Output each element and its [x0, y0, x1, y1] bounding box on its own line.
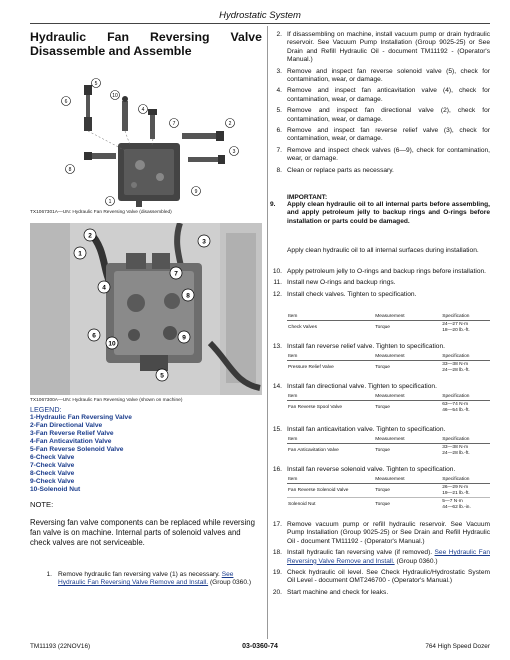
remove-install-link[interactable]: See Hydraulic Fan Reversing Valve Remove and Install.	[58, 571, 234, 587]
spec-value-metric: 24—27 N·m	[442, 322, 469, 327]
footer-machine-model: 764 High Speed Dozer	[425, 643, 490, 650]
spec-item: Check Valves	[288, 324, 317, 330]
callout-label: 5	[94, 81, 98, 87]
callout-label: 3	[202, 238, 206, 246]
callout-label: 9	[182, 334, 186, 342]
spec-col-specification: Specification	[441, 477, 490, 484]
step-17	[270, 521, 490, 546]
step-number: 1.	[46, 571, 52, 578]
step-20	[270, 589, 490, 597]
step-15	[270, 426, 490, 434]
step-number: 5.	[276, 107, 282, 115]
callout-label: 10	[108, 340, 116, 348]
title-word: Hydraulic	[30, 30, 87, 44]
title-word: Valve	[230, 30, 262, 44]
step-text: Install fan directional valve. Tighten to specification.	[287, 383, 437, 390]
step-number: 16.	[272, 466, 282, 473]
callout-label: 9	[194, 189, 198, 195]
step-12	[270, 291, 490, 299]
spec-col-measurement: Measurement	[374, 314, 441, 321]
spec-measurement: Torque	[375, 501, 390, 507]
spec-value-metric: 5—7 N·m	[442, 499, 463, 505]
callout-badge	[139, 105, 148, 114]
callout-badge	[62, 97, 71, 106]
remove-install-link[interactable]: See Hydraulic Fan Reversing Valve Remove and Install.	[287, 549, 490, 565]
step-number: 3.	[276, 67, 282, 75]
step-5	[270, 107, 490, 124]
spec-value-imperial: 18—20 lb.-ft.	[442, 327, 470, 333]
callout-badge	[156, 369, 168, 381]
step-number: 7.	[276, 146, 282, 154]
spec-item: Fan Anticavitation Valve	[288, 447, 339, 453]
step-18	[270, 549, 490, 566]
callout-label: 8	[68, 167, 72, 173]
spec-value-imperial: 24—28 lb.-ft.	[442, 367, 470, 373]
callout-label: 2	[88, 232, 92, 240]
callout-badge	[226, 119, 235, 128]
callout-label: 7	[174, 270, 178, 278]
legend	[30, 406, 262, 494]
step-11	[270, 279, 490, 287]
step-text: Apply petroleum jelly to O-rings and backup rings before installation.	[287, 268, 487, 275]
legend-item: 6-Check Valve	[30, 454, 75, 461]
spec-table-check-valves	[287, 314, 490, 334]
steps-2-to-8	[270, 31, 490, 175]
spec-col-measurement: Measurement	[374, 437, 441, 444]
step-text: Install fan reverse relief valve. Tighten to specification.	[287, 343, 445, 350]
title-word: Fan	[107, 30, 129, 44]
step-text: Remove and inspect fan reverse relief valve (3), check for contamination, wear, or damage.	[287, 127, 490, 143]
step-number: 2.	[276, 31, 282, 38]
step-number: 8.	[276, 166, 282, 174]
step-number: 9.	[270, 201, 276, 208]
legend-item: 1-Hydraulic Fan Reversing Valve	[30, 414, 132, 421]
step-number: 13.	[272, 343, 282, 350]
spec-item: Pressure Relief Valve	[288, 364, 334, 370]
spec-col-item: Item	[287, 477, 374, 484]
step-15-block	[270, 426, 490, 434]
step-text: Start machine and check for leaks.	[287, 588, 389, 596]
step-10	[270, 268, 490, 276]
spec-item: Solenoid Nut	[288, 501, 316, 507]
important-text: Apply clean hydraulic oil to all internal parts before assembling, and apply petroleum jelly to backup rings and O-rings before installation or parts could be damaged.	[287, 201, 490, 225]
spec-value-imperial: 19—21 lb.-ft.	[442, 490, 470, 496]
page-header: Hydrostatic System	[30, 10, 490, 24]
spec-item: Fan Reverse Spool Valve	[288, 404, 343, 410]
step-14	[270, 383, 490, 391]
spec-item: Fan Reverse Solenoid Valve	[287, 484, 374, 498]
step-19	[270, 569, 490, 586]
steps-17-to-20	[270, 521, 490, 597]
spec-value-metric: 33—38 N·m	[442, 362, 469, 367]
spec-col-measurement: Measurement	[374, 354, 441, 361]
spec-col-specification: Specification	[441, 394, 490, 401]
step-number: 20.	[272, 588, 282, 596]
callout-label: 1	[78, 250, 82, 258]
spec-measurement: Torque	[375, 447, 390, 453]
spec-measurement: Torque	[375, 404, 390, 410]
step-number: 6.	[276, 127, 282, 135]
spec-col-item: Item	[287, 314, 374, 321]
step-text: Remove hydraulic fan reversing valve (1) as necessary.	[58, 571, 222, 578]
callout-label: 10	[112, 93, 118, 99]
legend-item: 8-Check Valve	[30, 470, 75, 477]
callout-label: 4	[102, 284, 106, 292]
callout-badge	[192, 187, 201, 196]
callout-badge	[88, 329, 100, 341]
apply-oil-note	[270, 247, 490, 255]
step-text: Remove and inspect fan reverse solenoid valve (5), check for contamination, wear, or damage.	[287, 67, 490, 84]
spec-col-specification: Specification	[441, 314, 490, 321]
callout-label: 3	[232, 149, 236, 155]
step-number: 19.	[272, 569, 282, 577]
step-16-block	[270, 466, 490, 474]
spec-table-relief-valve	[287, 354, 490, 374]
steps-10-to-12	[270, 268, 490, 299]
spec-table-solenoid-valve	[287, 477, 490, 511]
callout-badge	[74, 247, 86, 259]
important-block	[270, 194, 490, 226]
callout-badge	[106, 197, 115, 206]
callout-badge	[84, 229, 96, 241]
step-text: Install fan anticavitation valve. Tighten to specification.	[287, 426, 446, 433]
callout-badge	[178, 331, 190, 343]
spec-col-item: Item	[287, 437, 374, 444]
spec-col-measurement: Measurement	[374, 477, 441, 484]
step-6	[270, 127, 490, 144]
spec-col-specification: Specification	[441, 437, 490, 444]
callout-badge	[106, 337, 118, 349]
step-16	[270, 466, 490, 474]
spec-col-specification: Specification	[441, 354, 490, 361]
step-13	[270, 343, 490, 351]
legend-item: 10-Solenoid Nut	[30, 486, 81, 493]
callout-label: 4	[141, 107, 145, 113]
legend-item: 4-Fan Anticavitation Valve	[30, 438, 112, 445]
step-text: Remove vacuum pump or refill hydraulic reservoir. See Vacuum Pump Installation (Group 9025-25) or See Drain and Refill Hydraulic Oil - document TM11192 - (Operator's Manual.)	[287, 521, 490, 545]
step-text: Remove and inspect fan directional valve (2), check for contamination, wear, or damage.	[287, 107, 490, 123]
step-7	[270, 147, 490, 164]
apply-oil-text: Apply clean hydraulic oil to all internal surfaces during installation.	[287, 247, 479, 254]
note-label: NOTE:	[30, 500, 54, 509]
section-title	[30, 30, 262, 58]
spec-table-anticavitation-valve	[287, 437, 490, 457]
legend-item: 5-Fan Reverse Solenoid Valve	[30, 446, 124, 453]
spec-col-item: Item	[287, 394, 374, 401]
important-label: IMPORTANT:	[287, 194, 328, 201]
step-text: Remove and inspect check valves (6—9), check for contamination, wear, or damage.	[287, 146, 490, 163]
step-text: Install hydraulic fan reversing valve (if removed).	[287, 549, 435, 557]
callout-badge	[170, 119, 179, 128]
callout-label: 6	[92, 332, 96, 340]
callout-badge	[198, 235, 210, 247]
step-number: 15.	[272, 426, 282, 433]
step-text: Check hydraulic oil level. See Check Hydraulic/Hydrostatic System Oil Level - document OMT246700 - (Operator's Manual.)	[287, 569, 490, 585]
note-text: Reversing fan valve components can be replaced while reversing fan valve is on machine. Internal parts of solenoid valves and check valves are not serviceable.	[30, 518, 255, 547]
step-text: Remove and inspect fan anticavitation valve (4), check for contamination, wear, or damage.	[287, 87, 490, 103]
step-text: Install check valves. Tighten to specification.	[287, 290, 417, 298]
callout-label: 8	[186, 292, 190, 300]
legend-heading: LEGEND:	[30, 405, 62, 414]
spec-measurement: Torque	[374, 484, 441, 498]
step-text: Clean or replace parts as necessary.	[287, 166, 394, 174]
legend-item: 7-Check Valve	[30, 462, 75, 469]
step-13-block	[270, 343, 490, 351]
spec-col-measurement: Measurement	[374, 394, 441, 401]
spec-measurement: Torque	[375, 324, 390, 330]
figure2-caption: TX1067300A—UN: Hydraulic Fan Reversing Valve (shown on machine)	[30, 398, 183, 403]
callout-badge	[170, 267, 182, 279]
spec-value-imperial: 46—54 lb.-ft.	[442, 407, 470, 413]
step-1	[40, 571, 262, 588]
step-number: 14.	[272, 383, 282, 390]
legend-item: 3-Fan Reverse Relief Valve	[30, 430, 114, 437]
callout-badge	[111, 91, 120, 100]
spec-col-item: Item	[287, 354, 374, 361]
on-machine-valve-photo	[30, 223, 262, 395]
step-number: 17.	[272, 521, 282, 528]
step-3	[270, 68, 490, 85]
column-divider	[267, 26, 268, 639]
callout-badge	[66, 165, 75, 174]
callout-label: 5	[160, 372, 164, 380]
step-text-tail: (Group 0360.)	[208, 579, 252, 587]
step-text: Install fan reverse solenoid valve. Tighten to specification.	[287, 466, 456, 473]
exploded-valve-figure	[30, 73, 262, 208]
spec-value-imperial: 24—28 lb.-ft.	[442, 450, 470, 456]
step-text-tail: (Group 0360.)	[394, 557, 438, 565]
legend-item: 9-Check Valve	[30, 478, 75, 485]
step-14-block	[270, 383, 490, 391]
spec-value-metric: 63—74 N·m	[442, 402, 469, 407]
spec-value-metric: 33—38 N·m	[442, 445, 469, 450]
step-8	[270, 167, 490, 175]
step-number: 4.	[276, 87, 282, 95]
callout-badge	[182, 289, 194, 301]
step-4	[270, 87, 490, 104]
callout-badge	[98, 281, 110, 293]
figure1-caption: TX1067301A—UN: Hydraulic Fan Reversing Valve (disassembled)	[30, 210, 172, 215]
spec-value-metric: 26—29 N·m	[442, 485, 469, 490]
step-9	[270, 201, 490, 226]
callout-label: 1	[108, 199, 112, 205]
step-number: 18.	[272, 549, 282, 557]
callout-badge	[230, 147, 239, 156]
callout-label: 7	[172, 121, 176, 127]
callout-badge	[92, 79, 101, 88]
spec-table-directional-valve	[287, 394, 490, 414]
title-word: Reversing	[150, 30, 210, 44]
footer-page-number: 03-0360-74	[242, 643, 278, 650]
step-text: If disassembling on machine, install vacuum pump or drain hydraulic reservoir. See Vacuum Pump Installation (Group 9025-25) or See Drain and Refill Hydraulic Oil - document TM11192 - (Operator's Manual.)	[287, 31, 490, 64]
footer-doc-id: TM11193 (22NOV16)	[30, 643, 91, 650]
callout-label: 2	[228, 121, 232, 127]
step-number: 10.	[272, 268, 282, 275]
spec-measurement: Torque	[375, 364, 390, 370]
step-text: Install new O-rings and backup rings.	[287, 279, 396, 287]
spec-value-imperial: 44—62 lb.-in.	[442, 504, 471, 510]
legend-item: 2-Fan Directional Valve	[30, 422, 103, 429]
step-number: 11.	[273, 279, 282, 287]
step-2	[270, 31, 490, 65]
title-line-2: Disassemble and Assemble	[30, 44, 192, 58]
callout-label: 6	[64, 99, 68, 105]
step-number: 12.	[272, 290, 282, 298]
